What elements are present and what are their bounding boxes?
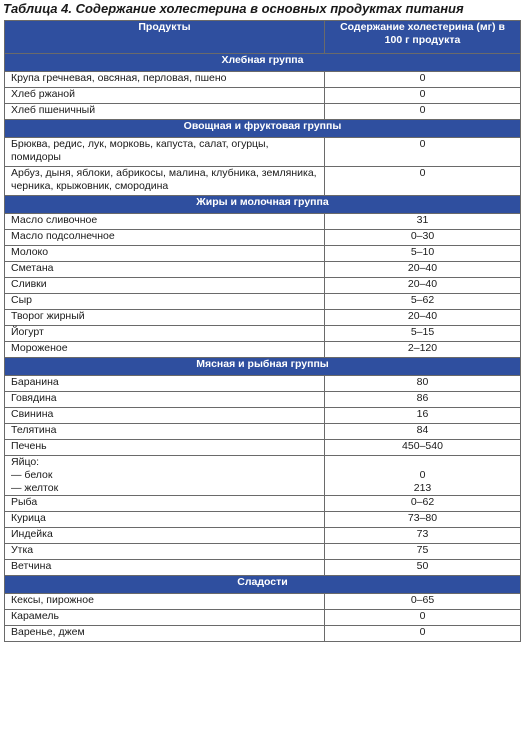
product-name: Рыба <box>5 496 325 512</box>
group-title: Жиры и молочная группа <box>5 196 521 214</box>
product-name: Брюква, редис, лук, морковь, капуста, салат, огурцы, помидоры <box>5 138 325 167</box>
cholesterol-value: 75 <box>325 544 521 560</box>
cholesterol-value: 0–65 <box>325 594 521 610</box>
table-row <box>5 440 521 456</box>
cholesterol-value: 2–120 <box>325 342 521 358</box>
cholesterol-value: 0 <box>325 610 521 626</box>
cholesterol-value: 73–80 <box>325 512 521 528</box>
table-row <box>5 167 521 196</box>
product-name: Кексы, пирожное <box>5 594 325 610</box>
header-cholesterol: Содержание холестерина (мг) в 100 г продукта <box>325 21 521 54</box>
table-row <box>5 408 521 424</box>
cholesterol-value: 5–15 <box>325 326 521 342</box>
cholesterol-value: 0–62 <box>325 496 521 512</box>
group-header-row <box>5 196 521 214</box>
table-row <box>5 560 521 576</box>
table-row <box>5 610 521 626</box>
product-name: Утка <box>5 544 325 560</box>
table-row <box>5 230 521 246</box>
group-title: Мясная и рыбная группы <box>5 358 521 376</box>
table-row <box>5 294 521 310</box>
table-row <box>5 310 521 326</box>
egg-label: Яйцо: <box>11 456 40 468</box>
group-header-row <box>5 120 521 138</box>
table-row <box>5 376 521 392</box>
cholesterol-value: 16 <box>325 408 521 424</box>
header-products: Продукты <box>5 21 325 54</box>
table-row <box>5 512 521 528</box>
product-name: Хлеб пшеничный <box>5 104 325 120</box>
egg-yolk-label: — желток <box>11 482 59 494</box>
product-name: Курица <box>5 512 325 528</box>
product-name: Ветчина <box>5 560 325 576</box>
cholesterol-value: 73 <box>325 528 521 544</box>
cholesterol-value: 450–540 <box>325 440 521 456</box>
cholesterol-value: 20–40 <box>325 278 521 294</box>
table-row <box>5 326 521 342</box>
product-name: Йогурт <box>5 326 325 342</box>
table-header-row <box>5 21 521 54</box>
cholesterol-value: 0 <box>325 626 521 642</box>
cholesterol-value: 50 <box>325 560 521 576</box>
product-name: Сыр <box>5 294 325 310</box>
table-row <box>5 392 521 408</box>
product-name: Свинина <box>5 408 325 424</box>
group-header-row <box>5 576 521 594</box>
table-row <box>5 424 521 440</box>
table-row <box>5 278 521 294</box>
product-name: Масло сливочное <box>5 214 325 230</box>
cholesterol-value: 5–10 <box>325 246 521 262</box>
cholesterol-value: 0 <box>325 167 521 196</box>
egg-white-label: — белок <box>11 469 53 481</box>
group-title: Овощная и фруктовая группы <box>5 120 521 138</box>
cholesterol-value: 0 <box>325 72 521 88</box>
cholesterol-value: 5–62 <box>325 294 521 310</box>
cholesterol-value: 80 <box>325 376 521 392</box>
cholesterol-value: 0 <box>325 138 521 167</box>
table-caption: Таблица 4. Содержание холестерина в основных продуктах питания <box>3 1 464 16</box>
group-title: Хлебная группа <box>5 54 521 72</box>
product-name: Творог жирный <box>5 310 325 326</box>
product-name-egg <box>5 456 325 496</box>
cholesterol-value: 0 <box>325 104 521 120</box>
cholesterol-value: 0 <box>325 88 521 104</box>
table-row <box>5 88 521 104</box>
cholesterol-value: 31 <box>325 214 521 230</box>
egg-spacer <box>331 456 514 469</box>
cholesterol-value: 0–30 <box>325 230 521 246</box>
product-name: Баранина <box>5 376 325 392</box>
group-header-row <box>5 358 521 376</box>
table-row <box>5 214 521 230</box>
table-row <box>5 246 521 262</box>
group-header-row <box>5 54 521 72</box>
product-name: Арбуз, дыня, яблоки, абрикосы, малина, клубника, земляника, черника, крыжовник, смородина <box>5 167 325 196</box>
table-row <box>5 342 521 358</box>
product-name: Мороженое <box>5 342 325 358</box>
product-name: Говядина <box>5 392 325 408</box>
product-name: Сметана <box>5 262 325 278</box>
product-name: Масло подсолнечное <box>5 230 325 246</box>
product-name: Индейка <box>5 528 325 544</box>
egg-yolk-value: 213 <box>413 482 432 494</box>
cholesterol-value: 86 <box>325 392 521 408</box>
product-name: Карамель <box>5 610 325 626</box>
table-row <box>5 456 521 496</box>
product-name: Крупа гречневая, овсяная, перловая, пшено <box>5 72 325 88</box>
product-name: Телятина <box>5 424 325 440</box>
cholesterol-value-egg <box>325 456 521 496</box>
table-row <box>5 104 521 120</box>
table-row <box>5 528 521 544</box>
group-title: Сладости <box>5 576 521 594</box>
table-row <box>5 544 521 560</box>
table-row <box>5 262 521 278</box>
table-row <box>5 626 521 642</box>
product-name: Молоко <box>5 246 325 262</box>
cholesterol-value: 20–40 <box>325 310 521 326</box>
table-row <box>5 138 521 167</box>
cholesterol-table <box>4 20 521 642</box>
cholesterol-value: 84 <box>325 424 521 440</box>
table-row <box>5 72 521 88</box>
product-name: Печень <box>5 440 325 456</box>
egg-white-value: 0 <box>419 469 426 481</box>
product-name: Варенье, джем <box>5 626 325 642</box>
product-name: Сливки <box>5 278 325 294</box>
cholesterol-value: 20–40 <box>325 262 521 278</box>
table-row <box>5 496 521 512</box>
table-row <box>5 594 521 610</box>
product-name: Хлеб ржаной <box>5 88 325 104</box>
